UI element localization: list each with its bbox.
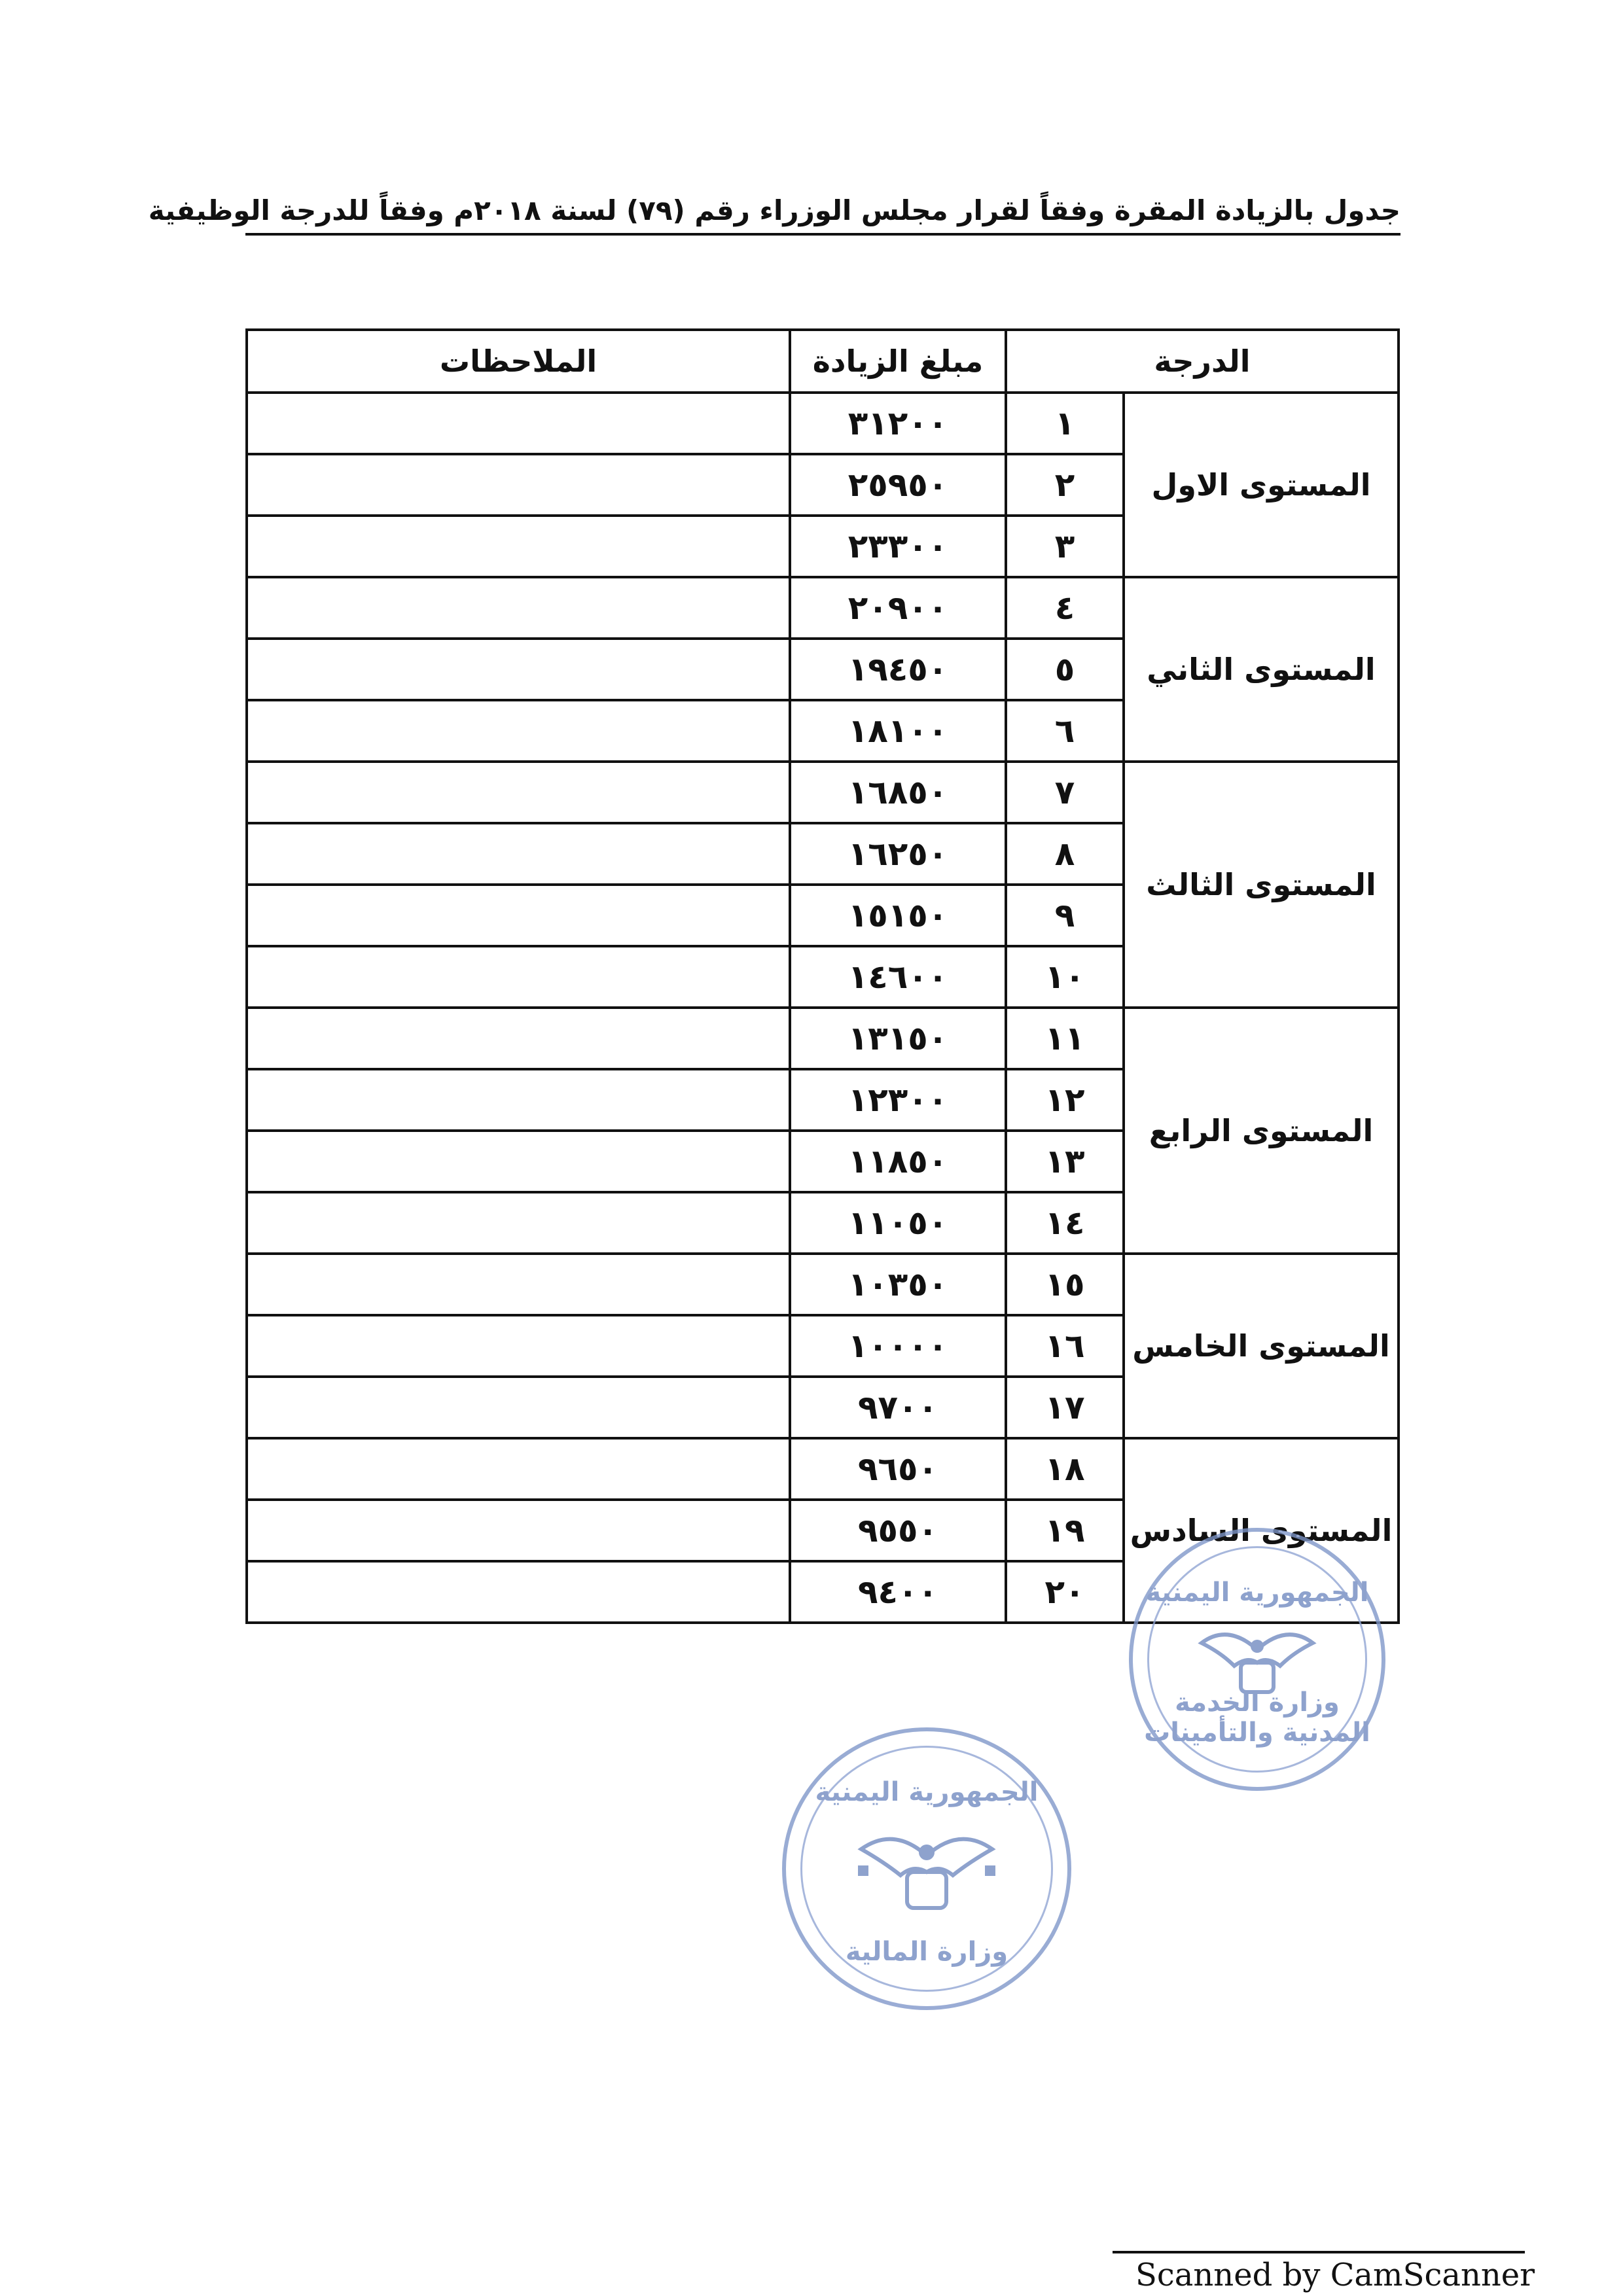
notes-cell xyxy=(247,393,790,454)
grade-number: ١٦ xyxy=(1006,1315,1124,1377)
eagle-emblem-icon xyxy=(855,1820,999,1918)
grade-table xyxy=(245,328,1400,1624)
increase-amount: ١١٨٥٠ xyxy=(790,1131,1006,1192)
notes-cell xyxy=(247,1008,790,1069)
notes-cell xyxy=(247,454,790,516)
increase-amount: ١٠٠٠٠ xyxy=(790,1315,1006,1377)
table-row xyxy=(247,393,1399,454)
notes-cell xyxy=(247,1438,790,1500)
level-1-label: المستوى الاول xyxy=(1124,393,1399,577)
stamp-bottom-text: وزارة الخدمة المدنية والتأمينات xyxy=(1144,1687,1370,1748)
level-3-label: المستوى الثالث xyxy=(1124,762,1399,1008)
grade-number: ٨ xyxy=(1006,823,1124,885)
stamp-top-text: الجمهورية اليمنية xyxy=(1145,1578,1369,1608)
grade-number: ١ xyxy=(1006,393,1124,454)
grade-number: ١٣ xyxy=(1006,1131,1124,1192)
grade-number: ٩ xyxy=(1006,885,1124,946)
increase-amount: ٣١٢٠٠ xyxy=(790,393,1006,454)
increase-amount: ٩٧٠٠ xyxy=(790,1377,1006,1438)
notes-cell xyxy=(247,1561,790,1623)
notes-cell xyxy=(247,1500,790,1561)
table-header-row xyxy=(247,330,1399,393)
increase-amount: ١٦٢٥٠ xyxy=(790,823,1006,885)
increase-amount: ٩٥٥٠ xyxy=(790,1500,1006,1561)
increase-amount: ٩٤٠٠ xyxy=(790,1561,1006,1623)
increase-amount: ١٦٨٥٠ xyxy=(790,762,1006,823)
grade-number: ٢٠ xyxy=(1006,1561,1124,1623)
level-2-label: المستوى الثاني xyxy=(1124,577,1399,762)
notes-cell xyxy=(247,946,790,1008)
notes-cell xyxy=(247,885,790,946)
grade-number: ٥ xyxy=(1006,639,1124,700)
increase-amount: ١١٠٥٠ xyxy=(790,1192,1006,1254)
page-title: جدول بالزيادة المقرة وفقاً لقرار مجلس الوزراء رقم (٧٩) لسنة ٢٠١٨م وفقاً للدرجة الوظيفية xyxy=(245,191,1400,236)
stamp-bottom-text: وزارة المالية xyxy=(845,1937,1008,1967)
notes-cell xyxy=(247,823,790,885)
notes-cell xyxy=(247,1377,790,1438)
notes-cell xyxy=(247,1131,790,1192)
increase-amount: ٩٦٥٠ xyxy=(790,1438,1006,1500)
increase-amount: ١٨١٠٠ xyxy=(790,700,1006,762)
grade-number: ٧ xyxy=(1006,762,1124,823)
table-row xyxy=(247,1008,1399,1069)
increase-amount: ٢٠٩٠٠ xyxy=(790,577,1006,639)
header-grade: الدرجة xyxy=(1006,330,1399,393)
grade-number: ١١ xyxy=(1006,1008,1124,1069)
grade-number: ٦ xyxy=(1006,700,1124,762)
footer-divider xyxy=(1113,2251,1525,2253)
notes-cell xyxy=(247,1315,790,1377)
increase-amount: ١٣١٥٠ xyxy=(790,1008,1006,1069)
civil-service-stamp xyxy=(1129,1528,1385,1791)
level-4-label: المستوى الرابع xyxy=(1124,1008,1399,1254)
table-row xyxy=(247,762,1399,823)
notes-cell xyxy=(247,516,790,577)
grade-number: ١٩ xyxy=(1006,1500,1124,1561)
level-5-label: المستوى الخامس xyxy=(1124,1254,1399,1438)
table-row xyxy=(247,577,1399,639)
grade-number: ١٥ xyxy=(1006,1254,1124,1315)
increase-amount: ١٠٣٥٠ xyxy=(790,1254,1006,1315)
level-6-label: المستوى السادس xyxy=(1124,1438,1399,1623)
notes-cell xyxy=(247,1192,790,1254)
grade-number: ٤ xyxy=(1006,577,1124,639)
grade-number: ١٤ xyxy=(1006,1192,1124,1254)
grade-number: ١٢ xyxy=(1006,1069,1124,1131)
notes-cell xyxy=(247,762,790,823)
stamp-top-text: الجمهورية اليمنية xyxy=(815,1777,1039,1807)
grade-number: ٢ xyxy=(1006,454,1124,516)
notes-cell xyxy=(247,700,790,762)
notes-cell xyxy=(247,639,790,700)
increase-amount: ٢٥٩٥٠ xyxy=(790,454,1006,516)
increase-amount: ١٥١٥٠ xyxy=(790,885,1006,946)
notes-cell xyxy=(247,1069,790,1131)
grade-number: ٣ xyxy=(1006,516,1124,577)
grade-increase-table xyxy=(245,328,1397,1624)
table-row xyxy=(247,1438,1399,1500)
grade-number: ١٧ xyxy=(1006,1377,1124,1438)
grade-number: ١٨ xyxy=(1006,1438,1124,1500)
increase-amount: ٢٣٣٠٠ xyxy=(790,516,1006,577)
header-amount: مبلغ الزيادة xyxy=(790,330,1006,393)
notes-cell xyxy=(247,577,790,639)
notes-cell xyxy=(247,1254,790,1315)
grade-number: ١٠ xyxy=(1006,946,1124,1008)
increase-amount: ١٤٦٠٠ xyxy=(790,946,1006,1008)
header-notes: الملاحظات xyxy=(247,330,790,393)
increase-amount: ١٢٣٠٠ xyxy=(790,1069,1006,1131)
finance-ministry-stamp xyxy=(782,1727,1071,2010)
table-row xyxy=(247,1254,1399,1315)
scanner-watermark: Scanned by CamScanner xyxy=(1135,2257,1535,2293)
increase-amount: ١٩٤٥٠ xyxy=(790,639,1006,700)
